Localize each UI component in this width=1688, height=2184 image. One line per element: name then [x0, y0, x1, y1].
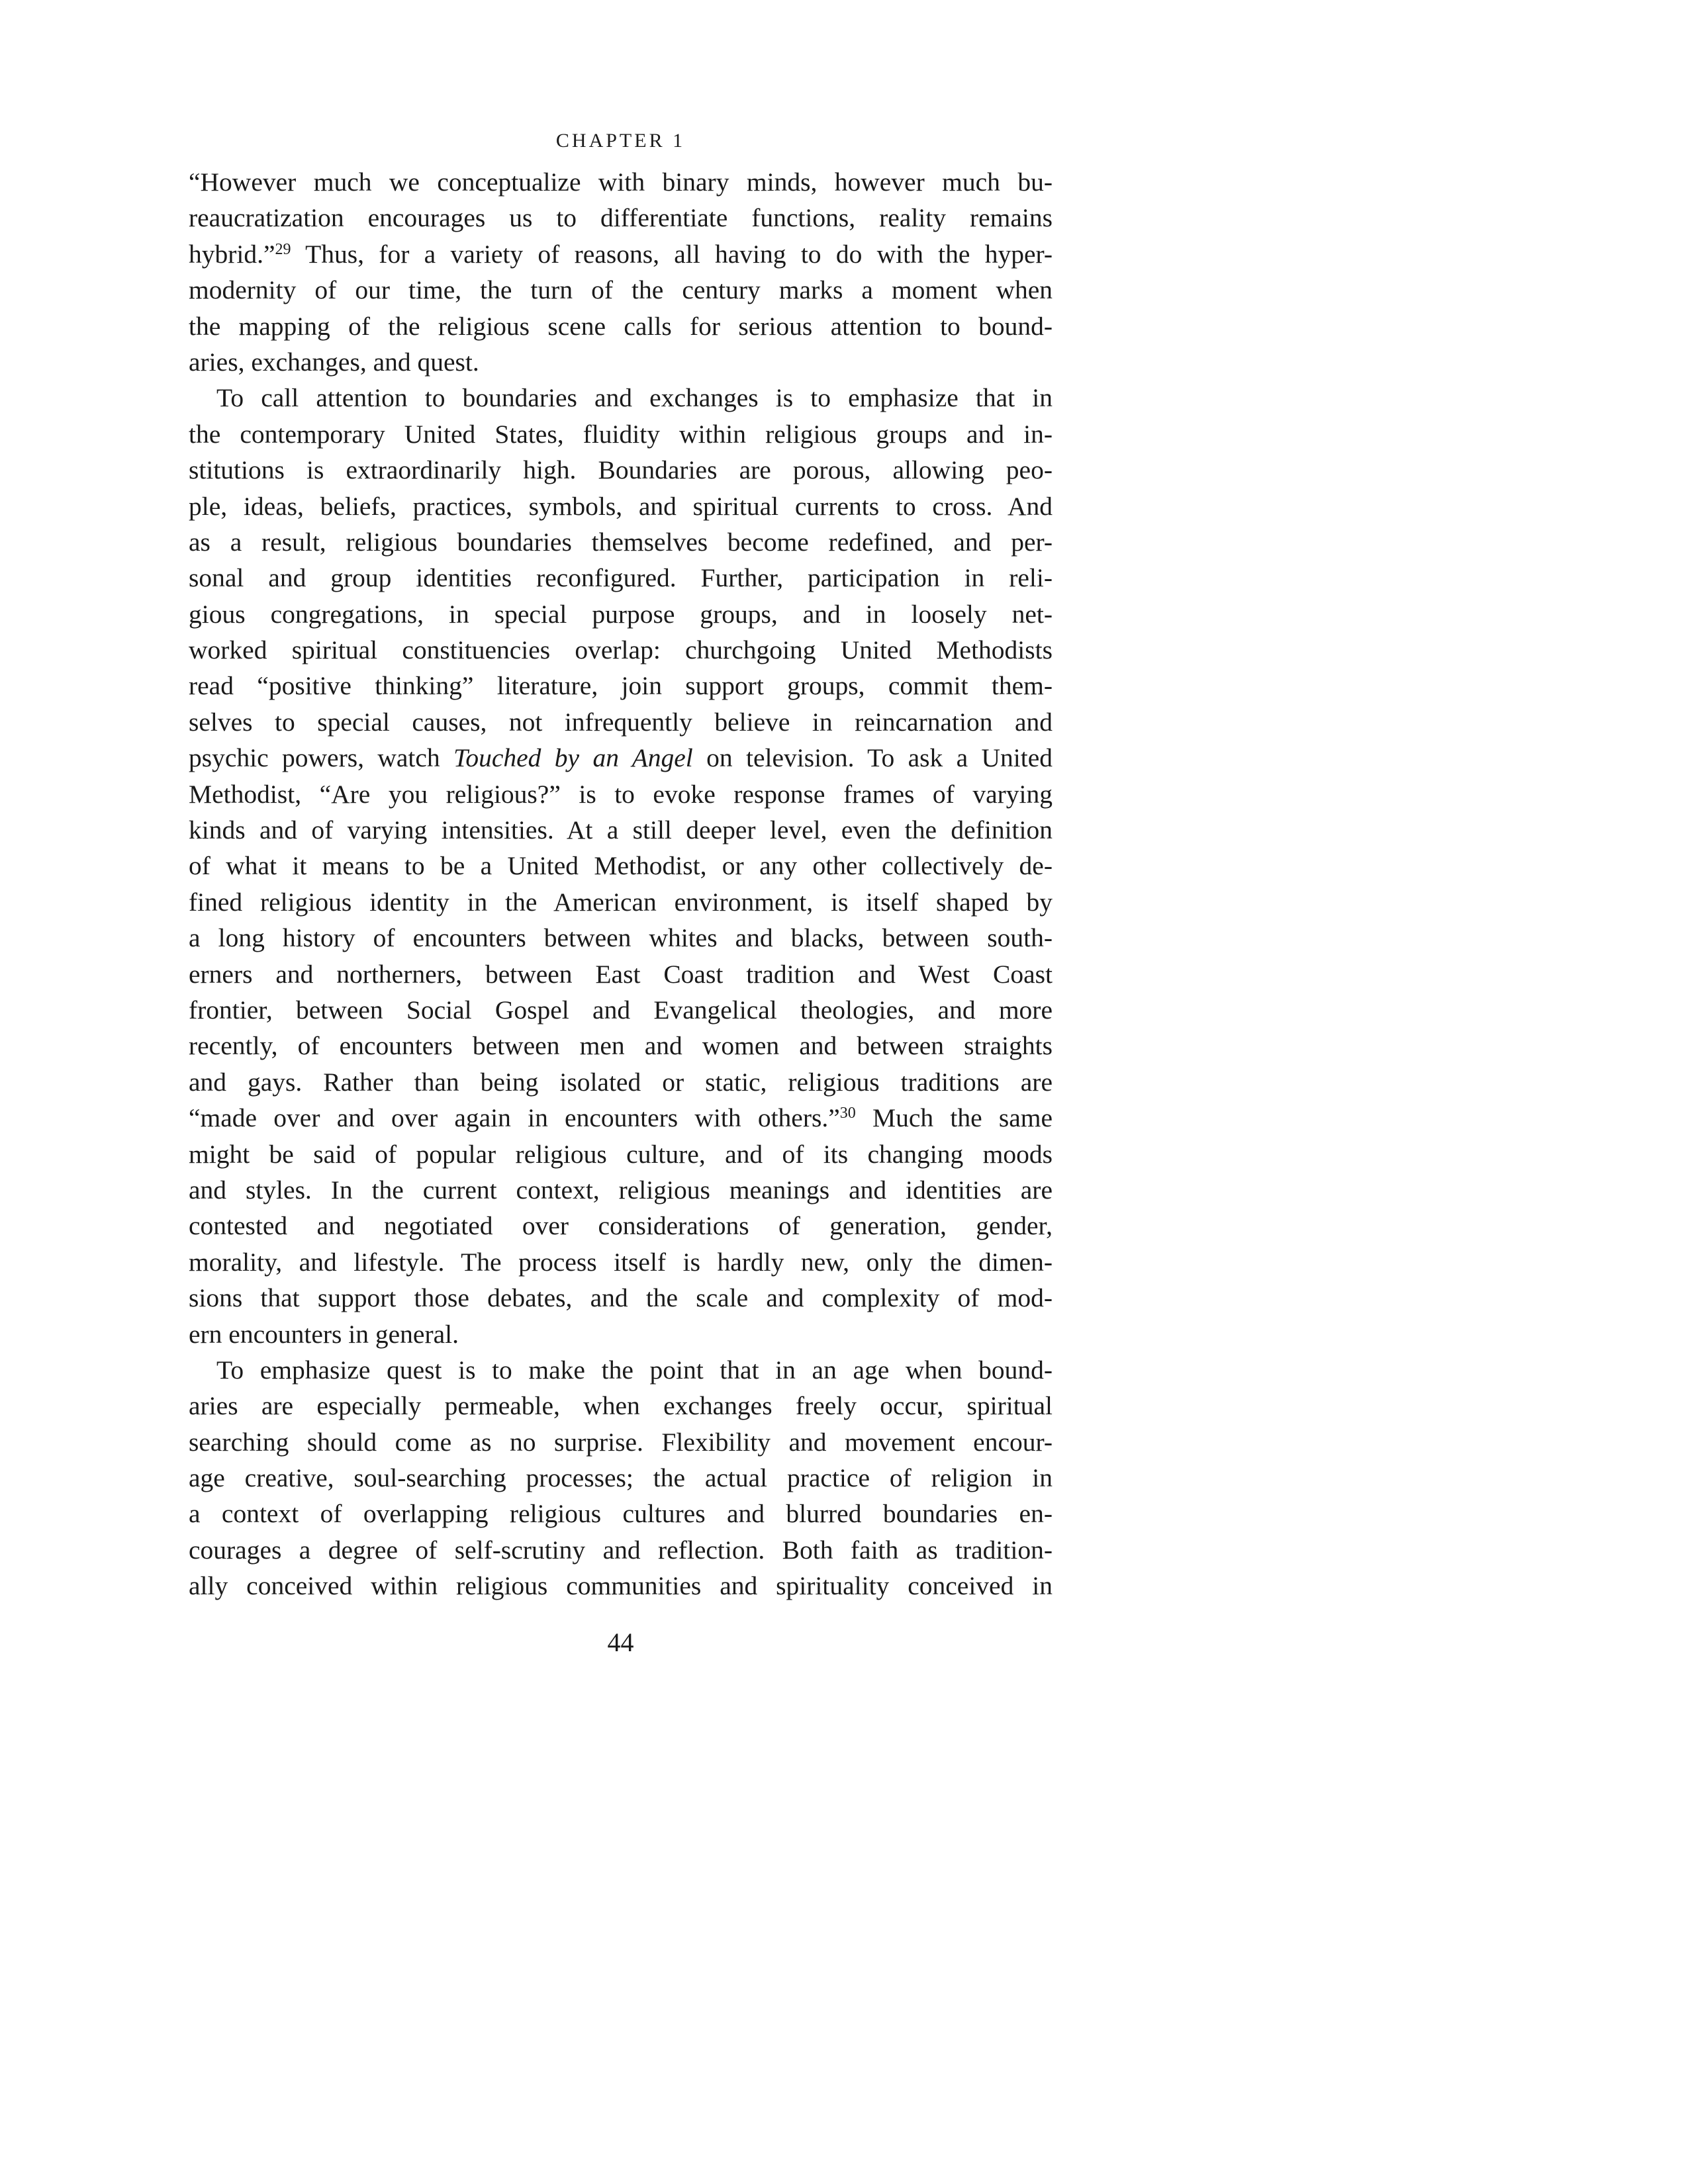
- line-text: ally conceived within religious communities and spirituality conceived in: [189, 1571, 1053, 1601]
- text-line: [189, 488, 1053, 524]
- italic-title: Touched by an Angel: [453, 743, 693, 773]
- text-line: [189, 1280, 1053, 1316]
- text-line: [189, 1532, 1053, 1568]
- line-text: “However much we conceptualize with binary minds, however much bu-: [189, 167, 1053, 197]
- text-line: [189, 1388, 1053, 1424]
- text-line: [189, 740, 1053, 776]
- text-line: [189, 848, 1053, 884]
- text-line: [189, 236, 1053, 272]
- line-text: hybrid.”: [189, 239, 275, 269]
- line-text: age creative, soul-searching processes; the actual practice of religion in: [189, 1463, 1053, 1493]
- line-text-continued: on television. To ask a United: [692, 743, 1053, 773]
- line-text: stitutions is extraordinarily high. Boundaries are porous, allowing peo-: [189, 455, 1053, 485]
- text-line: [189, 1244, 1053, 1280]
- line-text: erners and northerners, between East Coast tradition and West Coast: [189, 959, 1053, 989]
- text-line: [189, 1064, 1053, 1100]
- line-text: and gays. Rather than being isolated or static, religious traditions are: [189, 1067, 1053, 1097]
- line-text: ple, ideas, beliefs, practices, symbols, and spiritual currents to cross. And: [189, 491, 1053, 521]
- line-text: Methodist, “Are you religious?” is to evoke response frames of varying: [189, 779, 1053, 809]
- line-text: fined religious identity in the American environment, is itself shaped by: [189, 887, 1053, 917]
- text-line: [189, 164, 1053, 200]
- line-text: searching should come as no surprise. Flexibility and movement encour-: [189, 1427, 1053, 1457]
- text-line: [189, 1352, 1053, 1388]
- line-text: a long history of encounters between whites and blacks, between south-: [189, 923, 1053, 953]
- line-text: the mapping of the religious scene calls for serious attention to bound-: [189, 311, 1053, 341]
- text-line: [189, 452, 1053, 488]
- line-text-continued: Thus, for a variety of reasons, all having to do with the hyper-: [291, 239, 1053, 269]
- line-text: might be said of popular religious culture, and of its changing moods: [189, 1139, 1053, 1169]
- line-text: “made over and over again in encounters with others.”: [189, 1103, 840, 1133]
- line-text: aries are especially permeable, when exchanges freely occur, spiritual: [189, 1391, 1053, 1421]
- line-text: courages a degree of self-scrutiny and reflection. Both faith as tradition-: [189, 1535, 1053, 1565]
- body-text: [189, 164, 1053, 1604]
- line-text: To call attention to boundaries and exchanges is to emphasize that in: [216, 383, 1053, 413]
- line-text: recently, of encounters between men and women and between straights: [189, 1031, 1053, 1061]
- line-text: of what it means to be a United Methodist, or any other collectively de-: [189, 851, 1053, 881]
- running-head: CHAPTER 1: [555, 130, 686, 152]
- text-line: [189, 272, 1053, 308]
- text-line: [189, 704, 1053, 740]
- line-text: morality, and lifestyle. The process itself is hardly new, only the dimen-: [189, 1247, 1053, 1277]
- line-text: contested and negotiated over considerations of generation, gender,: [189, 1211, 1053, 1241]
- line-text: the contemporary United States, fluidity within religious groups and in-: [189, 419, 1053, 449]
- text-line: [189, 596, 1053, 632]
- text-line: [189, 668, 1053, 704]
- text-line: [189, 920, 1053, 956]
- text-line: [189, 884, 1053, 920]
- line-text: psychic powers, watch: [189, 743, 454, 773]
- text-line: [189, 992, 1053, 1028]
- line-text: worked spiritual constituencies overlap: churchgoing United Methodists: [189, 635, 1053, 665]
- text-line: [189, 812, 1053, 848]
- text-line: [189, 560, 1053, 596]
- text-line: [189, 632, 1053, 668]
- text-line: [189, 416, 1053, 452]
- text-line: [189, 1460, 1053, 1496]
- text-line: [189, 1208, 1053, 1244]
- line-text: read “positive thinking” literature, join support groups, commit them-: [189, 671, 1053, 701]
- line-text: a context of overlapping religious cultures and blurred boundaries en-: [189, 1499, 1053, 1529]
- text-line: [189, 1316, 1053, 1352]
- text-line: [189, 344, 1053, 380]
- text-line: [189, 1100, 1053, 1136]
- text-line: [189, 1568, 1053, 1604]
- text-line: [189, 956, 1053, 992]
- text-line: [189, 1496, 1053, 1531]
- footnote-marker: 30: [839, 1105, 856, 1122]
- line-text: To emphasize quest is to make the point that in an age when bound-: [216, 1355, 1053, 1385]
- line-text: aries, exchanges, and quest.: [189, 347, 479, 377]
- text-line: [189, 1028, 1053, 1064]
- line-text: gious congregations, in special purpose groups, and in loosely net-: [189, 599, 1053, 629]
- line-text: and styles. In the current context, religious meanings and identities are: [189, 1175, 1053, 1205]
- text-line: [189, 1424, 1053, 1460]
- text-line: [189, 776, 1053, 812]
- line-text: selves to special causes, not infrequently believe in reincarnation and: [189, 707, 1053, 737]
- text-line: [189, 380, 1053, 416]
- line-text: modernity of our time, the turn of the century marks a moment when: [189, 275, 1053, 305]
- text-line: [189, 308, 1053, 344]
- line-text: sions that support those debates, and the scale and complexity of mod-: [189, 1283, 1053, 1313]
- text-line: [189, 1136, 1053, 1172]
- line-text: sonal and group identities reconfigured. Further, participation in reli-: [189, 563, 1053, 593]
- page-number: 44: [607, 1627, 634, 1657]
- line-text: kinds and of varying intensities. At a still deeper level, even the definition: [189, 815, 1053, 845]
- line-text: frontier, between Social Gospel and Evangelical theologies, and more: [189, 995, 1053, 1024]
- line-text: ern encounters in general.: [189, 1319, 459, 1349]
- text-line: [189, 1172, 1053, 1208]
- line-text-continued: Much the same: [855, 1103, 1053, 1133]
- text-line: [189, 524, 1053, 560]
- text-line: [189, 200, 1053, 236]
- footnote-marker: 29: [275, 240, 291, 258]
- line-text: as a result, religious boundaries themselves become redefined, and per-: [189, 527, 1053, 557]
- line-text: reaucratization encourages us to differentiate functions, reality remains: [189, 203, 1053, 233]
